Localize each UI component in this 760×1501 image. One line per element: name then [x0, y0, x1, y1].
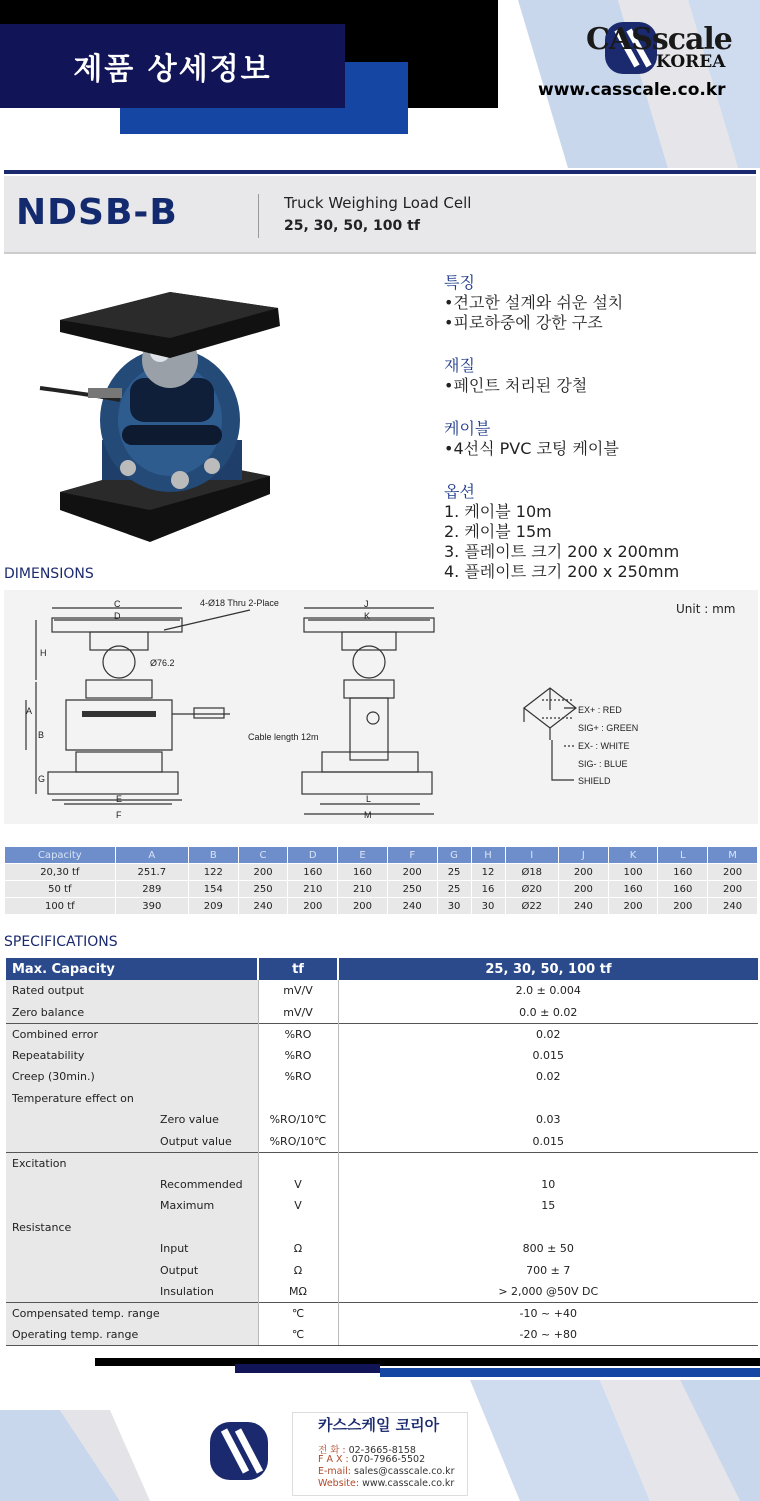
spec-table [6, 958, 758, 1346]
email-value[interactable]: sales@casscale.co.kr [354, 1466, 455, 1477]
site-value[interactable]: www.casscale.co.kr [362, 1478, 455, 1489]
table-cell: 200 [658, 898, 708, 915]
cable-item: •4선식 PVC 코팅 케이블 [444, 439, 619, 458]
dimension-drawing [4, 590, 758, 824]
table-cell: 100 [608, 864, 658, 881]
spec-row [6, 1174, 758, 1196]
spec-label: Excitation [6, 1152, 154, 1174]
spec-sub-label [154, 1088, 258, 1110]
table-header: Capacity [5, 847, 116, 864]
spec-head-value: 25, 30, 50, 100 tf [338, 958, 758, 980]
table-cell: 200 [708, 881, 758, 898]
table-cell: 154 [188, 881, 238, 898]
table-header: H [471, 847, 505, 864]
table-cell: 160 [658, 864, 708, 881]
spec-value: -20 ~ +80 [338, 1324, 758, 1346]
phone-label: 전 화 : [318, 1445, 349, 1456]
phone-value[interactable]: 02-3665-8158 [348, 1445, 416, 1456]
spec-unit: ℃ [258, 1324, 338, 1346]
table-header: K [608, 847, 658, 864]
option-item: 3. 플레이트 크기 200 x 200mm [444, 542, 680, 561]
table-header: A [115, 847, 188, 864]
fax-value: 070-7966-5502 [351, 1454, 426, 1465]
fax-label: F A X : [318, 1454, 352, 1465]
dim-label-j: J [364, 599, 369, 609]
dim-label-ball: Ø76.2 [150, 658, 175, 668]
feature-item: •견고한 설계와 쉬운 설치 [444, 293, 624, 312]
table-header: D [288, 847, 338, 864]
wire-label: SIG- : BLUE [578, 759, 628, 769]
footer-line-black [95, 1358, 760, 1366]
table-cell: 160 [288, 864, 338, 881]
spec-label [6, 1281, 154, 1303]
specifications-title: SPECIFICATIONS [4, 934, 118, 950]
table-cell: Ø18 [505, 864, 558, 881]
spec-unit: V [258, 1195, 338, 1217]
spec-label: Operating temp. range [6, 1324, 258, 1346]
spec-label [6, 1238, 154, 1260]
table-cell: 240 [559, 898, 609, 915]
table-cell: 30 [471, 898, 505, 915]
spec-value: 700 ± 7 [338, 1260, 758, 1282]
spec-label: Temperature effect on [6, 1088, 154, 1110]
logo-sub: KOREA [656, 52, 726, 72]
table-cell: 160 [608, 881, 658, 898]
table-cell: 200 [708, 864, 758, 881]
table-row [5, 881, 758, 898]
footer-logo-icon [208, 1420, 272, 1482]
table-header-row [5, 847, 758, 864]
dim-label-e: E [116, 794, 123, 804]
table-cell: 200 [288, 898, 338, 915]
spec-value: 0.02 [338, 1066, 758, 1088]
spec-unit: %RO [258, 1045, 338, 1067]
spec-sub-label: Output [154, 1260, 258, 1282]
wire-label: SHIELD [578, 776, 611, 786]
spec-value: 10 [338, 1174, 758, 1196]
spec-value: 800 ± 50 [338, 1238, 758, 1260]
spec-unit: %RO [258, 1023, 338, 1045]
spec-sub-label [154, 1217, 258, 1239]
spec-row [6, 1066, 758, 1088]
spec-value: 0.02 [338, 1023, 758, 1045]
table-cell: 200 [608, 898, 658, 915]
spec-label: Repeatability [6, 1045, 154, 1067]
spec-value: 2.0 ± 0.004 [338, 980, 758, 1002]
spec-row [6, 1131, 758, 1153]
spec-row [6, 1023, 758, 1045]
spec-value: 0.015 [338, 1131, 758, 1153]
spec-label [6, 1131, 154, 1153]
table-cell: 251.7 [115, 864, 188, 881]
email-line [318, 1466, 455, 1477]
spec-sub-label: Recommended [154, 1174, 258, 1196]
dim-label-hole: 4-Ø18 Thru 2-Place [200, 598, 279, 608]
spec-label [6, 1109, 154, 1131]
unit-label: Unit : mm [676, 602, 736, 616]
table-row [5, 864, 758, 881]
table-header: J [559, 847, 609, 864]
spec-row [6, 1195, 758, 1217]
table-cell: 200 [559, 864, 609, 881]
dim-label-d: D [114, 611, 121, 621]
spec-row [6, 1303, 758, 1325]
product-capacities: 25, 30, 50, 100 tf [284, 218, 420, 234]
spec-label [6, 1174, 154, 1196]
dim-label-f: F [116, 810, 122, 820]
spec-unit: ℃ [258, 1303, 338, 1325]
site-label: Website: [318, 1478, 363, 1489]
spec-sub-label: Insulation [154, 1281, 258, 1303]
page-title: 제품 상세정보 [73, 52, 272, 87]
table-cell: 200 [387, 864, 437, 881]
spec-unit: %RO/10℃ [258, 1131, 338, 1153]
table-cell: 12 [471, 864, 505, 881]
feature-heading: 특징 [444, 273, 475, 292]
table-cell: 240 [238, 898, 288, 915]
spec-unit: MΩ [258, 1281, 338, 1303]
table-header: G [437, 847, 471, 864]
table-cell: 200 [559, 881, 609, 898]
table-cell: 390 [115, 898, 188, 915]
spec-label [6, 1195, 154, 1217]
table-cell: 25 [437, 864, 471, 881]
product-photo [30, 280, 290, 550]
company-name: 카스스케일 코리아 [318, 1416, 440, 1434]
spec-value: > 2,000 @50V DC [338, 1281, 758, 1303]
table-cell: Ø22 [505, 898, 558, 915]
spec-row [6, 1002, 758, 1024]
table-cell: 160 [658, 881, 708, 898]
spec-unit: Ω [258, 1238, 338, 1260]
fax-line [318, 1454, 425, 1465]
spec-sub-label [154, 1066, 258, 1088]
spec-row [6, 1324, 758, 1346]
spec-row [6, 1238, 758, 1260]
spec-value: 0.0 ± 0.02 [338, 1002, 758, 1024]
spec-unit [258, 1152, 338, 1174]
spec-value [338, 1152, 758, 1174]
wire-label: EX+ : RED [578, 705, 622, 715]
dim-label-k: K [364, 611, 371, 621]
spec-label: Rated output [6, 980, 258, 1002]
spec-header-row [6, 958, 758, 980]
product-subtitle: Truck Weighing Load Cell [284, 194, 472, 212]
spec-label: Zero balance [6, 1002, 258, 1024]
spec-value: 0.015 [338, 1045, 758, 1067]
material-heading: 재질 [444, 356, 475, 375]
spec-value: 15 [338, 1195, 758, 1217]
spec-sub-label: Maximum [154, 1195, 258, 1217]
spec-row [6, 1217, 758, 1239]
spec-label [6, 1260, 154, 1282]
table-header: E [338, 847, 388, 864]
feature-item: •피로하중에 강한 구조 [444, 313, 603, 332]
table-cell: 122 [188, 864, 238, 881]
spec-unit: Ω [258, 1260, 338, 1282]
spec-unit: %RO [258, 1066, 338, 1088]
spec-head-unit: tf [258, 958, 338, 980]
dim-label-a: A [26, 706, 33, 716]
table-cell: 240 [708, 898, 758, 915]
spec-row [6, 1045, 758, 1067]
dim-label-cable: Cable length 12m [248, 732, 319, 742]
site-line [318, 1478, 454, 1489]
spec-sub-label [154, 1023, 258, 1045]
table-cell: 160 [338, 864, 388, 881]
spec-row [6, 1152, 758, 1174]
option-item: 2. 케이블 15m [444, 522, 552, 541]
table-cell: Ø20 [505, 881, 558, 898]
table-cell: 30 [437, 898, 471, 915]
table-header: B [188, 847, 238, 864]
dim-label-m: M [364, 810, 372, 820]
spec-value: -10 ~ +40 [338, 1303, 758, 1325]
dim-label-h: H [40, 648, 47, 658]
spec-row [6, 980, 758, 1002]
spec-sub-label: Zero value [154, 1109, 258, 1131]
table-header: C [238, 847, 288, 864]
spec-label: Combined error [6, 1023, 154, 1045]
header-website[interactable]: www.casscale.co.kr [538, 80, 726, 100]
dimensions-title: DIMENSIONS [4, 566, 94, 582]
spec-value [338, 1217, 758, 1239]
table-cell: 210 [338, 881, 388, 898]
table-cell: 25 [437, 881, 471, 898]
table-header: M [708, 847, 758, 864]
spec-row [6, 1088, 758, 1110]
spec-value [338, 1088, 758, 1110]
option-heading: 옵션 [444, 482, 475, 501]
footer-line-navy [235, 1364, 380, 1373]
dim-label-g: G [38, 774, 46, 784]
option-item: 4. 플레이트 크기 200 x 250mm [444, 562, 680, 581]
spec-head-label: Max. Capacity [6, 958, 258, 980]
email-label: E-mail: [318, 1466, 355, 1477]
spec-label: Compensated temp. range [6, 1303, 258, 1325]
table-cell: 250 [387, 881, 437, 898]
dim-label-c: C [114, 599, 121, 609]
band-separator [258, 194, 259, 238]
cable-heading: 케이블 [444, 419, 491, 438]
material-item: •페인트 처리된 강철 [444, 376, 588, 395]
spec-row [6, 1109, 758, 1131]
table-cell: 50 tf [5, 881, 116, 898]
table-cell: 200 [238, 864, 288, 881]
dim-label-l: L [366, 794, 372, 804]
spec-label: Resistance [6, 1217, 154, 1239]
table-row [5, 898, 758, 915]
wire-label: EX- : WHITE [578, 741, 630, 751]
band-top-line [4, 170, 756, 174]
spec-sub-label: Output value [154, 1131, 258, 1153]
spec-sub-label: Input [154, 1238, 258, 1260]
table-header: L [658, 847, 708, 864]
option-item: 1. 케이블 10m [444, 502, 552, 521]
features-panel [444, 270, 754, 582]
footer-line-blue [380, 1368, 760, 1377]
table-cell: 250 [238, 881, 288, 898]
table-cell: 240 [387, 898, 437, 915]
spec-label: Creep (30min.) [6, 1066, 154, 1088]
table-cell: 20,30 tf [5, 864, 116, 881]
table-cell: 200 [338, 898, 388, 915]
table-header: F [387, 847, 437, 864]
dimension-table [4, 846, 758, 915]
logo-wordmark: CASscale [586, 22, 732, 57]
wire-label: SIG+ : GREEN [578, 723, 639, 733]
spec-sub-label [154, 1045, 258, 1067]
table-cell: 210 [288, 881, 338, 898]
spec-row [6, 1260, 758, 1282]
table-cell: 16 [471, 881, 505, 898]
spec-unit: mV/V [258, 980, 338, 1002]
spec-sub-label [154, 1152, 258, 1174]
spec-unit [258, 1088, 338, 1110]
spec-unit: %RO/10℃ [258, 1109, 338, 1131]
spec-value: 0.03 [338, 1109, 758, 1131]
dim-label-b: B [38, 730, 45, 740]
table-cell: 289 [115, 881, 188, 898]
spec-unit [258, 1217, 338, 1239]
spec-row [6, 1281, 758, 1303]
table-cell: 209 [188, 898, 238, 915]
table-header: I [505, 847, 558, 864]
spec-unit: mV/V [258, 1002, 338, 1024]
spec-unit: V [258, 1174, 338, 1196]
table-cell: 100 tf [5, 898, 116, 915]
model-name: NDSB-B [16, 192, 178, 233]
